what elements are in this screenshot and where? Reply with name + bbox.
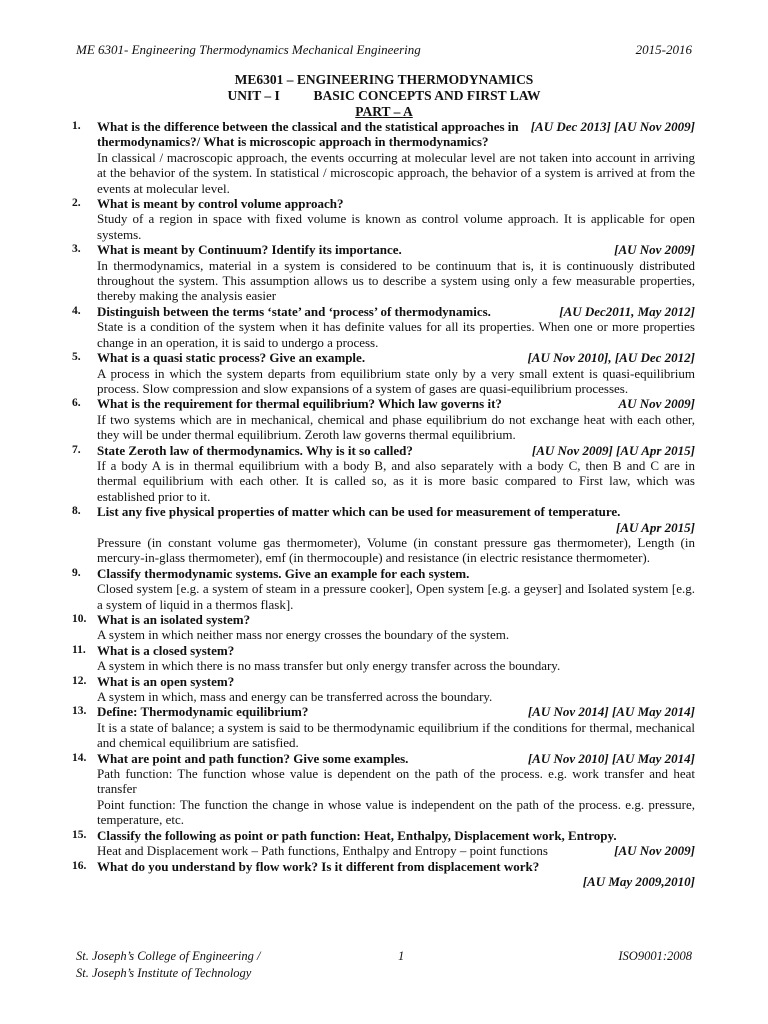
- exam-reference: [AU Nov 2010] [AU May 2014]: [527, 750, 695, 766]
- question-item: [70, 443, 695, 505]
- answer-text: [97, 689, 695, 704]
- answer-text: [97, 535, 695, 566]
- question-label: Classify thermodynamic systems. Give an example for each system.: [97, 565, 470, 581]
- answer-body: If a body A is in thermal equilibrium with a body B, and also separately with a body C, then B and C are in thermal equilibrium with each other. It is called so, as it is more basic compared to First law, which was established prior to it.: [97, 457, 695, 504]
- question-text: [97, 674, 695, 689]
- answer-text: [97, 366, 695, 397]
- answer-text: [97, 627, 695, 642]
- answer-text: [97, 843, 695, 858]
- answer-text: [97, 258, 695, 304]
- question-label: List any five physical properties of matter which can be used for measurement of temperature.: [97, 504, 621, 520]
- question-item: [70, 643, 695, 674]
- question-item: [70, 566, 695, 612]
- answer-text: [97, 581, 695, 612]
- answer-body: Path function: The function whose value is dependent on the path of the process. e.g. work transfer and heat transfer: [97, 766, 695, 797]
- question-number: 13.: [72, 705, 87, 718]
- question-label: What is the requirement for thermal equilibrium? Which law governs it?: [97, 396, 502, 412]
- answer-body: A process in which the system departs from equilibrium state only by a very small extent is quasi-equilibrium process. Slow compression and slow expansions of a system of gases are quasi-equilibrium processes.: [97, 365, 695, 396]
- exam-reference: [AU Dec 2013] [AU Nov 2009]: [530, 119, 695, 134]
- answer-text: [97, 319, 695, 350]
- answer-body: Closed system [e.g. a system of steam in a pressure cooker], Open system [e.g. a geyser] and Isolated system [e.g. a system of liquid in a thermos flask].: [97, 581, 695, 612]
- question-number: 11.: [72, 643, 86, 656]
- exam-reference: [AU Nov 2009]: [614, 242, 695, 258]
- question-label: What is meant by Continuum? Identify its importance.: [97, 242, 402, 258]
- question-label: What is a quasi static process? Give an example.: [97, 350, 366, 366]
- question-label: State Zeroth law of thermodynamics. Why is it so called?: [97, 442, 413, 458]
- answer-text: [97, 412, 695, 443]
- question-number: 4.: [72, 304, 81, 317]
- answer-body: Heat and Displacement work – Path functions, Enthalpy and Entropy – point functions: [97, 843, 548, 859]
- question-item: [70, 612, 695, 643]
- question-text: [97, 859, 695, 874]
- question-text: [97, 612, 695, 627]
- question-item: [70, 119, 695, 196]
- question-number: 14.: [72, 751, 87, 764]
- question-label: What are point and path function? Give some examples.: [97, 750, 409, 766]
- footer-institute: St. Joseph’s Institute of Technology: [76, 966, 252, 980]
- question-item: [70, 196, 695, 242]
- question-label: What do you understand by flow work? Is it different from displacement work?: [97, 858, 540, 874]
- exam-reference: [AU Nov 2014] [AU May 2014]: [527, 704, 695, 720]
- question-text: [97, 396, 695, 411]
- answer-body: A system in which, mass and energy can be transferred across the boundary.: [97, 689, 493, 705]
- question-label: Define: Thermodynamic equilibrium?: [97, 704, 309, 720]
- question-text: [97, 751, 695, 766]
- question-label: What is meant by control volume approach?: [97, 196, 344, 212]
- question-text: [97, 504, 695, 519]
- question-text: [97, 443, 695, 458]
- question-text: [97, 196, 695, 211]
- exam-reference: [AU Nov 2009] [AU Apr 2015]: [531, 442, 695, 458]
- question-text: [97, 566, 695, 581]
- question-number: 1.: [72, 120, 81, 132]
- header-year: 2015-2016: [635, 42, 692, 57]
- question-item: [70, 859, 695, 890]
- question-number: 3.: [72, 243, 81, 256]
- question-label: What is an open system?: [97, 673, 235, 689]
- question-number: 8.: [72, 505, 81, 518]
- answer-text: [97, 720, 695, 751]
- answer-body: In thermodynamics, material in a system is considered to be continuum that is, it is continuously distributed throughout the system. This assumption allows us to describe a system using only a few measurable properties, thereby making the analysis easier: [97, 257, 695, 304]
- question-text: [97, 643, 695, 658]
- answer-text: Point function: The function the change in whose value is independent on the path of the process. e.g. pressure, temperature, etc.: [97, 796, 695, 828]
- question-item: [70, 396, 695, 442]
- answer-body: Study of a region in space with fixed volume is known as control volume approach. It is applicable for open systems.: [97, 211, 695, 242]
- exam-reference: [AU Apr 2015]: [616, 519, 695, 535]
- question-item: [70, 828, 695, 859]
- footer-college: St. Joseph’s College of Engineering /: [76, 949, 261, 963]
- question-text: [97, 119, 695, 150]
- question-item: [70, 350, 695, 396]
- question-number: 12.: [72, 674, 87, 687]
- question-number: 7.: [72, 443, 81, 456]
- question-text: [97, 350, 695, 365]
- exam-reference: [AU Nov 2010], [AU Dec 2012]: [527, 350, 695, 366]
- question-number: 5.: [72, 351, 81, 364]
- page-number: 1: [398, 949, 405, 963]
- question-label: Classify the following as point or path function: Heat, Enthalpy, Displacement work, Entropy.: [97, 827, 617, 843]
- answer-body: Pressure (in constant volume gas thermometer), Volume (in constant pressure gas thermometer), Length (in mercury-in-glass thermometer), emf (in thermocouple) and resistance (in electric resistance thermometer).: [97, 534, 695, 566]
- question-item: [70, 304, 695, 350]
- question-number: 15.: [72, 828, 87, 841]
- question-number: 9.: [72, 566, 81, 579]
- footer-institution: [76, 948, 260, 982]
- document-title: ME6301 – ENGINEERING THERMODYNAMICS: [234, 72, 534, 87]
- question-label: What is a closed system?: [97, 642, 235, 658]
- exam-reference: [AU Nov 2009]: [614, 843, 695, 859]
- question-label: What is an isolated system?: [97, 612, 251, 627]
- question-item: [70, 674, 695, 705]
- answer-body: If two systems which are in mechanical, chemical and phase equilibrium do not exchange heat with each other, they will be under thermal equilibrium. Zeroth law governs thermal equilibrium.: [97, 411, 695, 443]
- question-list: [70, 119, 695, 889]
- question-text: [97, 704, 695, 719]
- question-number: 16.: [72, 859, 87, 872]
- answer-text: [97, 766, 695, 797]
- title-block: [0, 72, 768, 120]
- answer-text: [97, 458, 695, 504]
- question-number: 2.: [72, 197, 81, 210]
- header-course: ME 6301- Engineering Thermodynamics Mechanical Engineering: [76, 42, 421, 57]
- question-number: 10.: [72, 613, 87, 625]
- question-text: [97, 242, 695, 257]
- question-number: 6.: [72, 397, 81, 410]
- question-item: [70, 242, 695, 304]
- exam-reference: AU Nov 2009]: [618, 396, 695, 412]
- answer-body: In classical / macroscopic approach, the events occurring at molecular level are not taken into account in arriving at the behavior of the system. In statistical / microscopic approach, the behavior of a system is arrived at from the events at molecular level.: [97, 149, 695, 196]
- question-item: [70, 751, 695, 828]
- footer-iso: ISO9001:2008: [618, 949, 692, 963]
- answer-body: State is a condition of the system when it has definite values for all its properties. When one or more properties change in an operation, it is said to undergo a process.: [97, 319, 695, 350]
- exam-reference: [AU Dec2011, May 2012]: [559, 303, 695, 319]
- page-footer: [76, 948, 692, 982]
- page-header: [76, 42, 692, 60]
- answer-body: A system in which there is no mass transfer but only energy transfer across the boundary.: [97, 658, 561, 674]
- question-label: Distinguish between the terms ‘state’ and ‘process’ of thermodynamics.: [97, 303, 491, 319]
- question-label: What is the difference between the classical and the statistical approaches in thermodynamics?/ What is microscopic approach in thermodynamics?: [97, 119, 519, 150]
- part-title: PART – A: [355, 104, 413, 119]
- question-text: [97, 304, 695, 319]
- answer-text: [97, 150, 695, 196]
- answer-text: [97, 211, 695, 242]
- answer-body: It is a state of balance; a system is said to be thermodynamic equilibrium if the conditions for thermal, mechanical and chemical equilibrium are satisfied.: [97, 719, 695, 751]
- exam-reference: [AU May 2009,2010]: [582, 873, 695, 889]
- question-text: [97, 828, 695, 843]
- answer-text: [97, 658, 695, 673]
- question-item: [70, 504, 695, 566]
- answer-body: A system in which neither mass nor energy crosses the boundary of the system.: [97, 627, 510, 643]
- question-item: [70, 704, 695, 750]
- unit-title: UNIT – I BASIC CONCEPTS AND FIRST LAW: [227, 88, 541, 103]
